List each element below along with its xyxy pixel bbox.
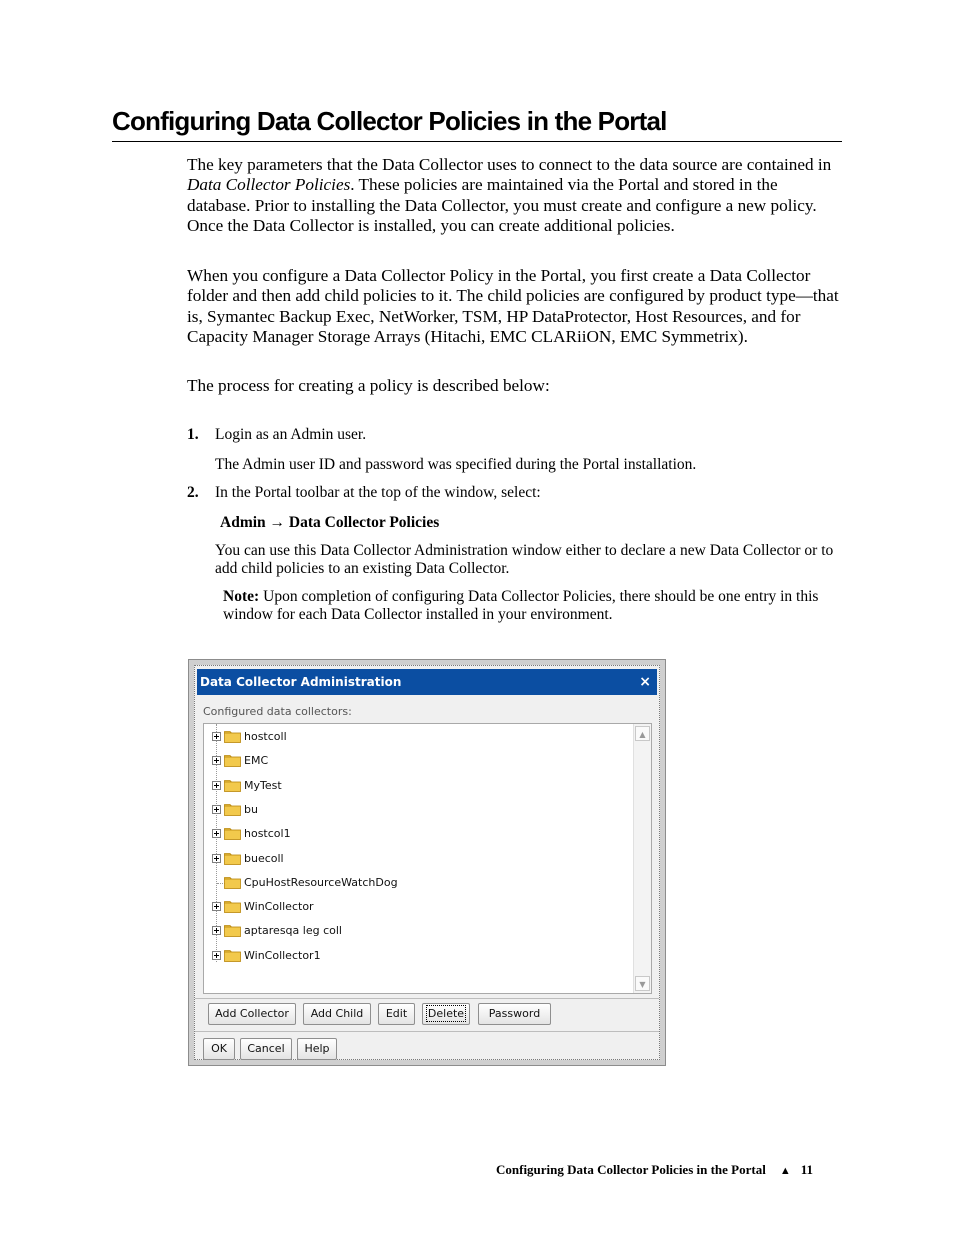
step-1-detail: The Admin user ID and password was specified during the Portal installation. (215, 456, 697, 473)
add-child-button[interactable] (303, 1003, 371, 1025)
button-label: Edit (385, 1007, 408, 1020)
child-policies-paragraph: When you configure a Data Collector Policy in the Portal, you first create a Data Collector folder and then add child policies to it. The child policies are configured by product type—that is, Symantec Backup Exec, NetWorker, TSM, HP DataProtector, Host Resources, and for Capacity Manager Storage Arrays (Hitachi, EMC CLARiiON, EMC Symmetrix). (187, 266, 839, 347)
note-text: Upon completion of configuring Data Collector Policies, there should be one entry in this window for each Data Collector installed in your environment. (223, 588, 819, 624)
button-label: Password (488, 1007, 541, 1020)
process-paragraph: The process for creating a policy is described below: (187, 376, 550, 395)
step-number: 2. (187, 484, 199, 501)
menu-data-collector-policies: Data Collector Policies (288, 514, 440, 531)
step-number: 1. (187, 426, 199, 443)
note (223, 588, 841, 625)
page-number: 11 (800, 1162, 814, 1177)
divider (195, 1031, 659, 1032)
dialog-body (194, 665, 660, 1060)
intro-text-b: . These policies are maintained via the Portal and stored in the database. Prior to installing the Data Collector, you must create and configure a new policy. Once the Data Collector is installed, you can create additional policies. (187, 175, 817, 236)
menu-path (220, 514, 845, 532)
button-label: OK (211, 1042, 227, 1055)
collector-label: MyTest (244, 778, 282, 792)
button-label: Help (304, 1042, 330, 1055)
scroll-up-icon[interactable]: ▲ (635, 726, 650, 741)
configured-collectors-label: Configured data collectors: (203, 705, 352, 718)
folder-icon (224, 901, 241, 913)
expand-plus-icon[interactable] (212, 756, 221, 765)
collector-label: aptaresqa leg coll (244, 924, 342, 938)
expand-plus-icon[interactable] (212, 926, 221, 935)
triangle-icon: ▲ (779, 1165, 791, 1177)
cancel-button[interactable] (240, 1038, 292, 1060)
expand-plus-icon[interactable] (212, 781, 221, 790)
vertical-scrollbar[interactable] (633, 724, 651, 993)
data-collector-admin-dialog (188, 659, 666, 1066)
expand-plus-icon[interactable] (212, 902, 221, 911)
collector-label: hostcol1 (244, 827, 291, 841)
footer-title: Configuring Data Collector Policies in the Portal (496, 1162, 766, 1177)
collector-label: buecoll (244, 851, 284, 865)
divider (195, 998, 659, 999)
button-label: Add Child (310, 1007, 364, 1020)
edit-button[interactable] (378, 1003, 415, 1025)
page-footer (496, 1162, 813, 1178)
folder-icon (224, 755, 241, 767)
expand-plus-icon[interactable] (212, 951, 221, 960)
folder-icon (224, 877, 241, 889)
collector-label: bu (244, 802, 258, 816)
expand-plus-icon[interactable] (212, 829, 221, 838)
folder-icon (224, 780, 241, 792)
arrow-right-icon: → (269, 514, 286, 531)
dialog-titlebar (197, 669, 657, 695)
expand-plus-icon[interactable] (212, 854, 221, 863)
scroll-down-icon[interactable]: ▼ (635, 976, 650, 991)
folder-icon (224, 950, 241, 962)
page-heading: Configuring Data Collector Policies in the Portal (112, 104, 842, 142)
dialog-title: Data Collector Administration (200, 675, 402, 689)
step-text: Login as an Admin user. (215, 426, 367, 443)
add-collector-button[interactable] (208, 1003, 296, 1025)
intro-text-a: The key parameters that the Data Collector uses to connect to the data source are contained in (187, 155, 832, 174)
ok-button[interactable] (203, 1038, 235, 1060)
expand-plus-icon[interactable] (212, 732, 221, 741)
folder-icon (224, 853, 241, 865)
collector-label: WinCollector1 (244, 948, 321, 962)
folder-icon (224, 804, 241, 816)
folder-icon (224, 925, 241, 937)
collector-tree[interactable] (203, 723, 652, 994)
note-label: Note: (223, 588, 260, 605)
expand-plus-icon[interactable] (212, 805, 221, 814)
collector-label: hostcoll (244, 730, 287, 743)
button-label: Add Collector (215, 1007, 289, 1020)
delete-button[interactable] (422, 1003, 470, 1025)
button-label: Cancel (247, 1042, 285, 1055)
help-button[interactable] (297, 1038, 337, 1060)
step-text: In the Portal toolbar at the top of the window, select: (215, 484, 541, 501)
step-2-detail: You can use this Data Collector Administration window either to declare a new Data Collector or to add child policies to an existing Data Collector. (215, 542, 834, 577)
menu-admin: Admin (220, 514, 266, 531)
intro-emphasis: Data Collector Policies (187, 175, 351, 195)
collector-label: CpuHostResourceWatchDog (244, 875, 398, 889)
folder-icon (224, 828, 241, 840)
button-label: Delete (427, 1007, 465, 1020)
intro-paragraph (187, 155, 842, 237)
collector-label: WinCollector (244, 900, 314, 914)
folder-icon (224, 731, 241, 743)
close-icon[interactable]: × (639, 674, 651, 690)
password-button[interactable] (478, 1003, 551, 1025)
collector-label: EMC (244, 754, 269, 768)
